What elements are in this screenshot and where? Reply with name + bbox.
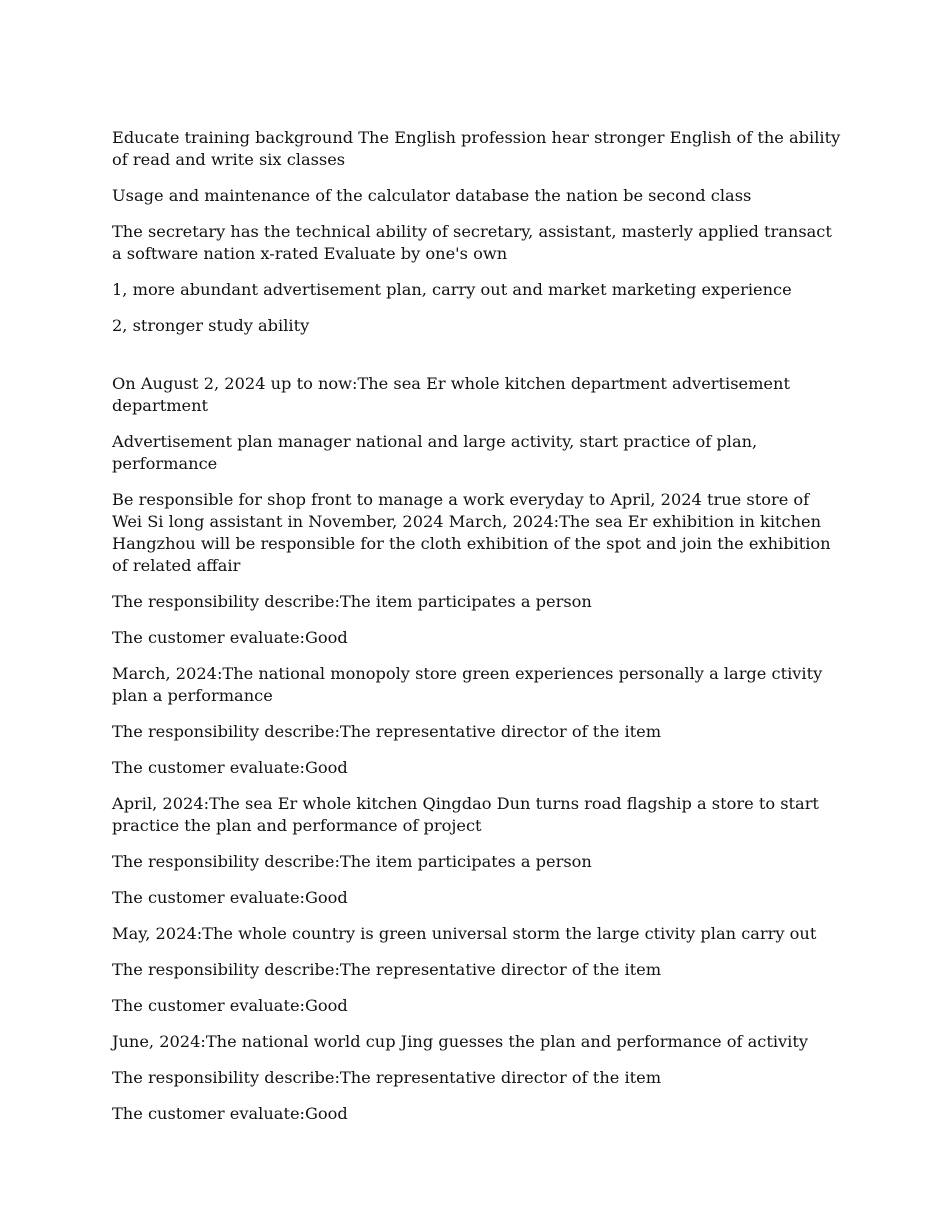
paragraph: Educate training background The English profession hear stronger English of the ability of read and write six classes — [112, 128, 841, 169]
paragraph: Usage and maintenance of the calculator database the nation be second class — [112, 186, 752, 205]
paragraph: 2, stronger study ability — [112, 316, 310, 335]
paragraph: The customer evaluate:Good — [112, 758, 348, 777]
paragraph: March, 2024:The national monopoly store green experiences personally a large ctivity plan a performance — [112, 664, 823, 705]
paragraph: The customer evaluate:Good — [112, 628, 348, 647]
paragraph: The secretary has the technical ability of secretary, assistant, masterly applied transact a software nation x-rated Evaluate by one's own — [112, 222, 832, 263]
document-page — [112, 127, 842, 1139]
paragraph: The customer evaluate:Good — [112, 996, 348, 1015]
paragraph: April, 2024:The sea Er whole kitchen Qingdao Dun turns road flagship a store to start practice the plan and performance of project — [112, 794, 819, 835]
paragraph: The responsibility describe:The representative director of the item — [112, 1068, 662, 1087]
paragraph: May, 2024:The whole country is green universal storm the large ctivity plan carry out — [112, 924, 817, 943]
paragraph: The responsibility describe:The representative director of the item — [112, 722, 662, 741]
paragraph: The customer evaluate:Good — [112, 888, 348, 907]
paragraph: June, 2024:The national world cup Jing guesses the plan and performance of activity — [112, 1032, 808, 1051]
paragraph: On August 2, 2024 up to now:The sea Er whole kitchen department advertisement department — [112, 374, 790, 415]
paragraph: The responsibility describe:The item participates a person — [112, 592, 592, 611]
paragraph: The responsibility describe:The item participates a person — [112, 852, 592, 871]
paragraph: The customer evaluate:Good — [112, 1104, 348, 1123]
paragraph: Be responsible for shop front to manage a work everyday to April, 2024 true store of Wei Si long assistant in November, 2024 March, 2024:The sea Er exhibition in kitchen Hangzhou will be responsible for the cloth exhibition of the spot and join the exhibition of related affair — [112, 490, 831, 575]
paragraph: The responsibility describe:The representative director of the item — [112, 960, 662, 979]
paragraph: Advertisement plan manager national and large activity, start practice of plan, performance — [112, 432, 758, 473]
paragraph: 1, more abundant advertisement plan, carry out and market marketing experience — [112, 280, 792, 299]
